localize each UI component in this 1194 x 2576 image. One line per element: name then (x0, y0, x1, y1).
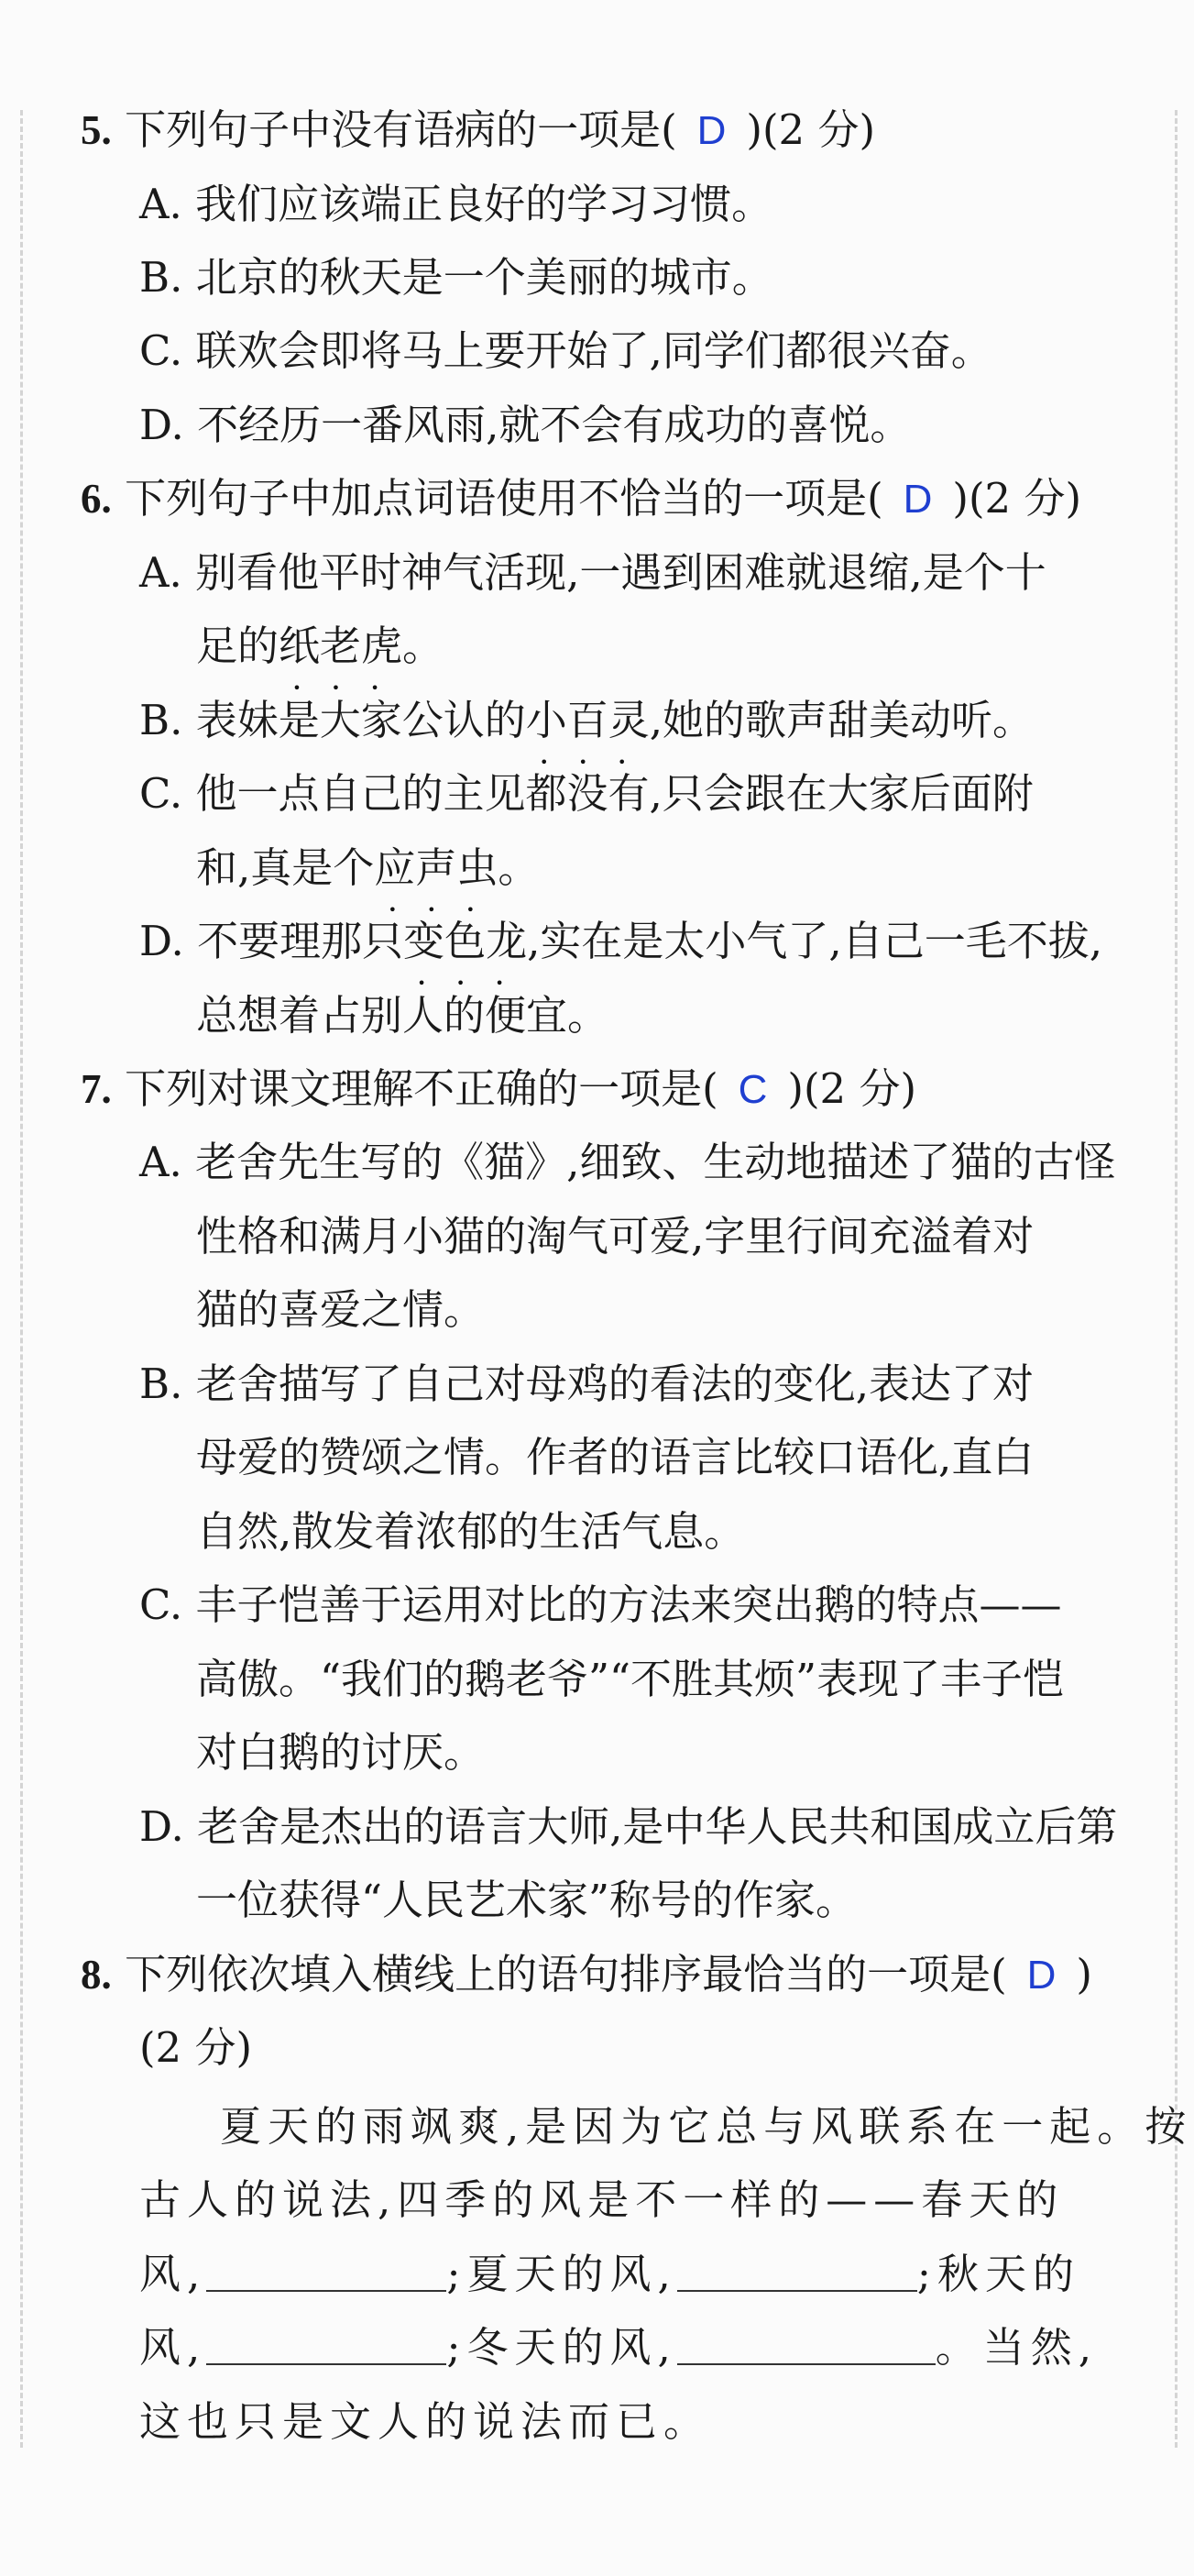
option-b-line-3: 自然,散发着浓郁的生活气息。 (196, 1507, 746, 1556)
passage-line-1: 夏天的雨飒爽,是因为它总与风联系在一起。按 (220, 2102, 1193, 2151)
option-a-line-3: 猫的喜爱之情。 (196, 1285, 486, 1334)
question-text: 下列对课文理解不正确的一项是( (125, 1064, 718, 1113)
option-a: A. 老舍先生写的《猫》,细致、生动地描述了猫的古怪 (139, 1138, 1116, 1186)
passage-line-5: 这也只是文人的说法而已。 (139, 2397, 712, 2446)
question-number: 6. (81, 476, 112, 522)
fill-blank[interactable] (206, 2330, 446, 2365)
points-label: )(2 分) (787, 1064, 917, 1113)
dotted-word: 应声虫 • • • (374, 841, 498, 896)
question-number: 7. (81, 1066, 112, 1112)
question-7-stem (81, 1062, 916, 1117)
passage-line-2: 古人的说法,四季的风是不一样的——春天的 (139, 2175, 1065, 2224)
option-c-continued: 和,真是个应声虫 • • •。 (196, 841, 539, 896)
dotted-word: 变色龙 • • • (403, 914, 527, 969)
option-b: B. 老舍描写了自己对母鸡的看法的变化,表达了对 (139, 1360, 1034, 1408)
question-text: 下列依次填入横线上的语句排序最恰当的一项是( (125, 1950, 1007, 1998)
question-8-stem (81, 1947, 1092, 2002)
option-a: A. 别看他平时神气活现,一遇到困难就退缩,是个十 (139, 548, 1046, 597)
option-c: C. 丰子恺善于运用对比的方法来突出鹅的特点—— (139, 1580, 1062, 1629)
answer-mark: C (738, 1067, 768, 1112)
points-label: ) (1076, 1950, 1092, 1998)
question-6-stem (81, 471, 1081, 526)
option-a: A. 我们应该端正良好的学习习惯。 (139, 180, 773, 228)
option-a-continued: 足的纸老虎 • • •。 (196, 619, 444, 674)
question-5-stem (81, 103, 875, 158)
question-8-points: (2 分) (139, 2023, 253, 2072)
option-d: D. 不要理那只变色龙 • • •,实在是太小气了,自己一毛不拔, (139, 914, 1102, 969)
option-b-line-2: 母爱的赞颂之情。作者的语言比较口语化,直白 (196, 1433, 1035, 1481)
option-c-line-3: 对白鹅的讨厌。 (196, 1728, 486, 1777)
option-d-continued: 总想着占别人的便宜。 (196, 991, 609, 1040)
dotted-word: 小百灵 • • • (526, 693, 650, 748)
points-label: )(2 分) (952, 474, 1082, 523)
option-d: D. 老舍是杰出的语言大师,是中华人民共和国成立后第 (139, 1802, 1118, 1851)
dotted-word: 纸老虎 • • • (279, 619, 402, 674)
option-a-line-2: 性格和满月小猫的淘气可爱,字里行间充溢着对 (196, 1212, 1035, 1260)
option-b: B. 北京的秋天是一个美丽的城市。 (139, 253, 773, 302)
option-c: C. 他一点自己的主见都没有,只会跟在大家后面附 (139, 769, 1034, 818)
question-number: 5. (81, 107, 112, 153)
fill-blank[interactable] (677, 2330, 936, 2365)
answer-mark: D (903, 477, 933, 522)
passage-line-4: 风, ;冬天的风, 。当然, (139, 2323, 1099, 2372)
option-d: D. 不经历一番风雨,就不会有成功的喜悦。 (139, 401, 912, 449)
option-b: B. 表妹是大家公认的小百灵 • • •,她的歌声甜美动听。 (139, 693, 1034, 748)
passage-line-3: 风, ;夏天的风, ;秋天的 (139, 2250, 1080, 2298)
fill-blank[interactable] (206, 2257, 446, 2292)
option-c: C. 联欢会即将马上要开始了,同学们都很兴奋。 (139, 326, 992, 375)
option-d-line-2: 一位获得“人民艺术家”称号的作家。 (196, 1876, 858, 1924)
fill-blank[interactable] (677, 2257, 917, 2292)
points-label: )(2 分) (746, 105, 876, 154)
question-text: 下列句子中加点词语使用不恰当的一项是( (125, 474, 883, 523)
option-c-line-2: 高傲。“我们的鹅老爷”“不胜其烦”表现了丰子恺 (196, 1655, 1065, 1703)
question-text: 下列句子中没有语病的一项是( (125, 105, 677, 154)
question-number: 8. (81, 1952, 112, 1998)
answer-mark: D (1026, 1953, 1057, 1998)
answer-mark: D (696, 108, 727, 153)
